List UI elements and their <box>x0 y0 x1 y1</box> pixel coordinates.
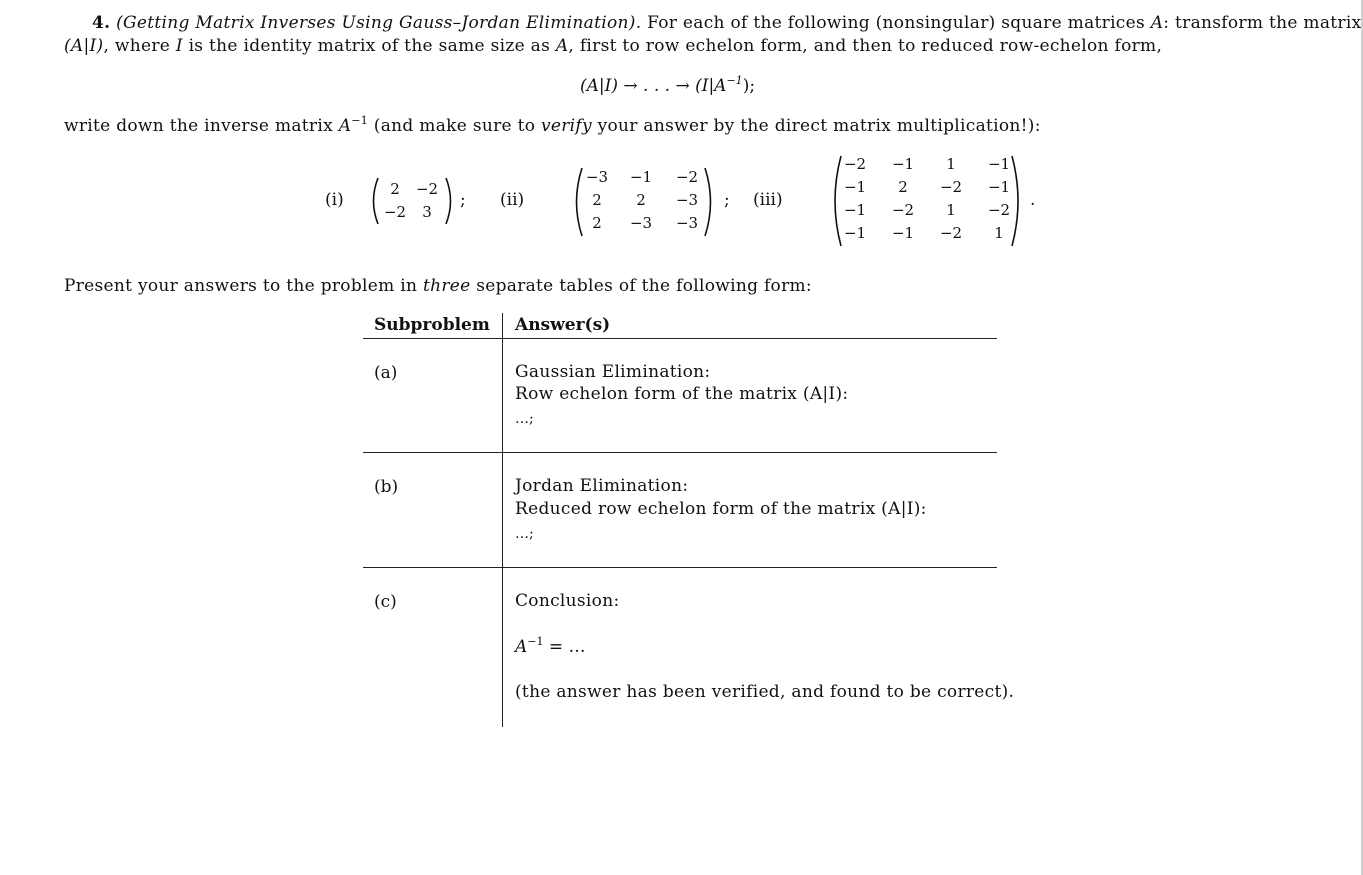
matrix-2-cell-r1c1: −3 <box>585 168 609 186</box>
table-row-rule-1 <box>363 452 997 453</box>
table-row-c-line1: Conclusion: <box>515 591 620 611</box>
matrix-var-a: A <box>555 36 569 56</box>
table-row-b-line3: …; <box>515 526 534 542</box>
matrix-label-iii: (iii) <box>753 190 783 210</box>
present-line <box>64 275 812 297</box>
matrix-2-cell-r2c3: −3 <box>675 191 699 209</box>
matrix-label-ii: (ii) <box>500 190 525 210</box>
table-row-b-line2: Reduced row echelon form of the matrix (A|I): <box>515 499 927 519</box>
present-start: Present your answers to the problem in <box>64 276 423 296</box>
matrix-label-i: (i) <box>325 190 344 210</box>
table-row-c-sub: (c) <box>374 592 397 612</box>
table-row-c-line3: (the answer has been verified, and found to be correct). <box>515 682 1015 702</box>
matrix-3-cell-r3c4: −2 <box>987 201 1011 219</box>
matrix-ii-trailing: ; <box>724 190 730 210</box>
matrices-row <box>0 152 1363 252</box>
conclusion-a: A <box>515 637 528 657</box>
matrix-3-cell-r4c2: −1 <box>891 224 915 242</box>
problem-intro-line <box>92 12 1361 34</box>
matrix-iii-trailing: . <box>1030 190 1036 210</box>
matrix-ii <box>578 166 708 235</box>
verify-word: verify <box>540 116 592 136</box>
conclusion-sup: −1 <box>527 635 544 648</box>
present-end: separate tables of the following form: <box>470 276 812 296</box>
matrix-1-cell-r2c2: 3 <box>422 203 432 221</box>
right-paren-i <box>444 176 456 226</box>
matrix-3-cell-r1c2: −1 <box>891 155 915 173</box>
matrix-1-cell-r1c2: −2 <box>415 180 439 198</box>
matrix-3-cell-r3c3: 1 <box>946 201 956 219</box>
right-paren-ii <box>703 166 717 238</box>
table-row-b-line1: Jordan Elimination: <box>515 476 689 496</box>
write-a: A <box>338 116 352 136</box>
matrix-3-cell-r2c4: −1 <box>987 178 1011 196</box>
matrix-3-cell-r3c2: −2 <box>891 201 915 219</box>
matrix-iii <box>832 153 1024 245</box>
table-header-subproblem: Subproblem <box>374 315 490 335</box>
write-mid: (and make sure to <box>368 116 541 136</box>
problem-second-line <box>64 35 1162 57</box>
table-row-c-formula <box>515 636 586 659</box>
problem-intro-text: . For each of the following (nonsingular) square matrices <box>635 13 1151 33</box>
matrix-3-cell-r3c1: −1 <box>843 201 867 219</box>
formula-left: (A|I) → . . . → (I|A <box>580 76 727 96</box>
matrix-3-cell-r2c1: −1 <box>843 178 867 196</box>
problem-title: (Getting Matrix Inverses Using Gauss–Jordan Elimination) <box>116 13 636 33</box>
right-paren-iii <box>1010 154 1024 248</box>
table-header-rule <box>363 338 997 339</box>
problem-intro-tail: : transform the matrix <box>1163 13 1362 33</box>
table-header-answers: Answer(s) <box>515 315 611 335</box>
matrix-3-cell-r1c1: −2 <box>843 155 867 173</box>
matrix-i-trailing: ; <box>460 190 466 210</box>
table-row-a-line1: Gaussian Elimination: <box>515 362 711 382</box>
matrix-3-cell-r2c2: 2 <box>898 178 908 196</box>
formula-right: ); <box>742 76 756 96</box>
matrix-2-cell-r2c2: 2 <box>636 191 646 209</box>
matrix-3-cell-r1c4: −1 <box>987 155 1011 173</box>
write-sup: −1 <box>351 114 369 127</box>
line2-end-text: , first to row echelon form, and then to reduced row-echelon form, <box>568 36 1163 56</box>
table-row-a-line3: …; <box>515 411 534 427</box>
matrix-3-cell-r2c3: −2 <box>939 178 963 196</box>
matrix-2-cell-r1c3: −2 <box>675 168 699 186</box>
present-three: three <box>422 276 471 296</box>
table-row-a-sub: (a) <box>374 363 398 383</box>
write-start: write down the inverse matrix <box>64 116 339 136</box>
matrix-3-cell-r1c3: 1 <box>946 155 956 173</box>
matrix-3-cell-r4c1: −1 <box>843 224 867 242</box>
matrix-i <box>379 178 443 224</box>
table-row-a-line2: Row echelon form of the matrix (A|I): <box>515 384 849 404</box>
conclusion-rest: = … <box>543 637 586 657</box>
matrix-variable: A <box>1150 13 1164 33</box>
formula-sup: −1 <box>726 74 743 87</box>
line2-text: , where <box>103 36 176 56</box>
matrix-3-cell-r4c4: 1 <box>994 224 1004 242</box>
matrix-2-cell-r1c2: −1 <box>629 168 653 186</box>
matrix-2-cell-r2c1: 2 <box>592 191 602 209</box>
identity-var: I <box>175 36 183 56</box>
table-row-b-sub: (b) <box>374 477 399 497</box>
matrix-2-cell-r3c3: −3 <box>675 214 699 232</box>
table-column-divider <box>502 313 503 727</box>
write-line <box>64 115 1041 137</box>
matrix-2-cell-r3c1: 2 <box>592 214 602 232</box>
table-row-rule-2 <box>363 567 997 568</box>
matrix-2-cell-r3c2: −3 <box>629 214 653 232</box>
augmented-matrix: (A|I) <box>64 36 104 56</box>
matrix-1-cell-r2c1: −2 <box>383 203 407 221</box>
problem-number: 4. <box>92 13 111 33</box>
display-formula <box>580 75 755 97</box>
write-end: your answer by the direct matrix multiplication!): <box>591 116 1041 136</box>
matrix-1-cell-r1c1: 2 <box>390 180 400 198</box>
matrix-3-cell-r4c3: −2 <box>939 224 963 242</box>
line2-mid-text: is the identity matrix of the same size as <box>182 36 556 56</box>
